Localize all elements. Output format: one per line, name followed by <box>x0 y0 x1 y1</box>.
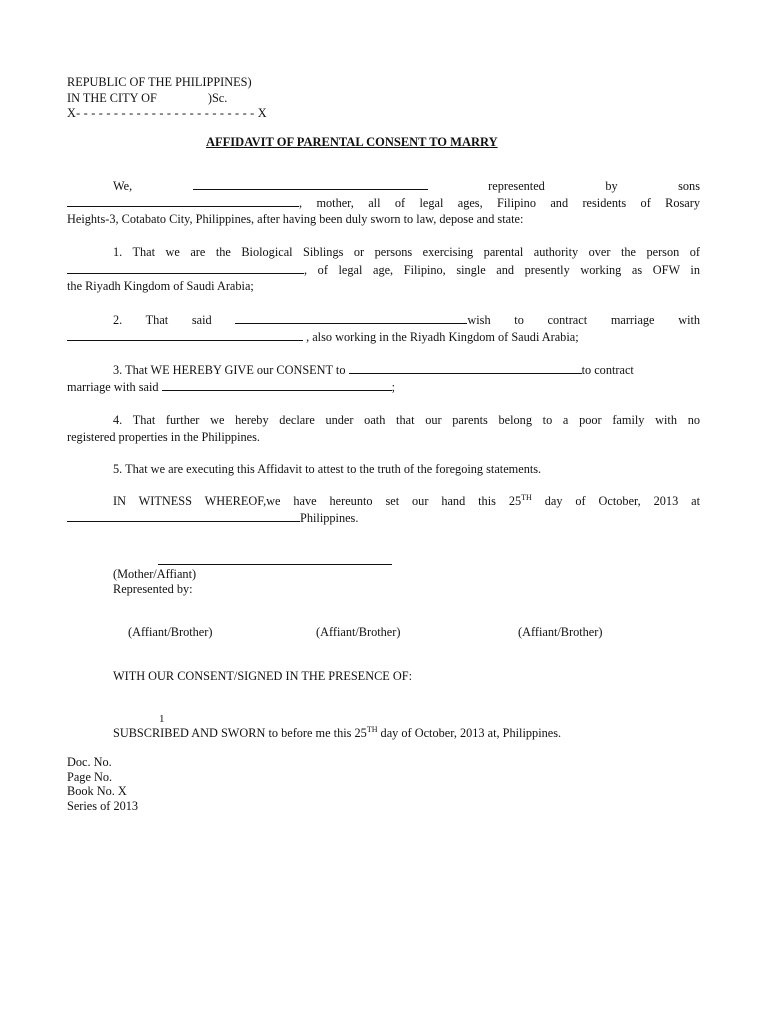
signature-brother-3: (Affiant/Brother) <box>518 625 603 639</box>
p3-line1 <box>67 311 700 329</box>
p1-we: We, <box>113 179 133 193</box>
p4-line2-end: ; <box>391 380 396 394</box>
p7-line1-a: IN WITNESS WHEREOF,we have hereunto set our hand this 25 <box>113 494 522 508</box>
p2-line1-text: 1. That we are the Biological Siblings or persons exercising parental authority over the person of <box>113 245 700 259</box>
p1-line2-text: , mother, all of legal ages, Filipino and residents of Rosary <box>299 196 700 210</box>
sworn-sup: TH <box>366 725 378 734</box>
signature-mother: (Mother/Affiant) <box>113 567 197 581</box>
signature-brother-2: (Affiant/Brother) <box>316 625 401 639</box>
p7-line1-b: day of October, 2013 at <box>531 494 701 508</box>
header-republic: REPUBLIC OF THE PHILIPPINES) <box>67 75 252 89</box>
header-x-line: X- - - - - - - - - - - - - - - - - - - - - - - - X <box>67 106 267 120</box>
p3-said: said <box>191 313 212 327</box>
notary-doc-no: Doc. No. <box>67 755 112 769</box>
p5-line2: registered properties in the Philippines. <box>67 430 260 444</box>
sworn-a: SUBSCRIBED AND SWORN to before me this 25 <box>113 726 367 740</box>
sworn-b: day of October, 2013 at, Philippines. <box>377 726 562 740</box>
p3-line2-text: , also working in the Riyadh Kingdom of Saudi Arabia; <box>303 330 579 344</box>
p6-text: 5. That we are executing this Affidavit to attest to the truth of the foregoing statements. <box>113 462 542 476</box>
p4-blank-2 <box>162 378 392 391</box>
p3-num: 2. <box>113 313 123 327</box>
p1-line2 <box>67 194 700 212</box>
p4-line1-text: 3. That WE HEREBY GIVE our CONSENT to <box>113 363 346 377</box>
p3-that: That <box>145 313 169 327</box>
p3-to: to <box>514 313 524 327</box>
consent-line: WITH OUR CONSENT/SIGNED IN THE PRESENCE OF: <box>113 669 412 683</box>
notary-book-no: Book No. X <box>67 784 127 798</box>
p3-contract: contract <box>547 313 588 327</box>
p4-line1 <box>113 361 634 379</box>
p2-blank <box>67 261 304 274</box>
p3-blank-1 <box>235 311 467 324</box>
notary-page-no: Page No. <box>67 770 113 784</box>
signature-brother-1: (Affiant/Brother) <box>128 625 213 639</box>
p4-line2-text: marriage with said <box>67 380 159 394</box>
notary-series: Series of 2013 <box>67 799 139 813</box>
p1-by: by <box>605 179 618 193</box>
p5-line1 <box>67 412 700 429</box>
p2-line2-text: , of legal age, Filipino, single and presently working as OFW in <box>304 263 700 277</box>
p7-sup: TH <box>521 493 532 502</box>
signature-represented-by: Represented by: <box>113 582 193 596</box>
p3-wish: wish <box>467 313 491 327</box>
p7-line1 <box>67 493 700 510</box>
p7-line2 <box>67 509 358 527</box>
sworn-line <box>113 725 561 742</box>
p1-line3: Heights-3, Cotabato City, Philippines, after having been duly sworn to law, depose and state: <box>67 212 524 226</box>
p4-blank-1 <box>349 361 582 374</box>
header-city-label: IN THE CITY OF <box>67 91 157 105</box>
p4-line2 <box>67 378 395 396</box>
p7-blank <box>67 509 300 522</box>
mother-signature-line <box>158 564 392 565</box>
p3-line2 <box>67 328 579 346</box>
p1-represented: represented <box>488 179 545 193</box>
p7-line2-text: Philippines. <box>300 511 359 525</box>
document-title: AFFIDAVIT OF PARENTAL CONSENT TO MARRY <box>206 135 498 149</box>
page-marker: 1 <box>159 713 165 725</box>
p1-blank-1 <box>193 177 428 190</box>
p4-line1-end: to contract <box>581 363 634 377</box>
p1-blank-2 <box>67 194 299 207</box>
p3-marriage: marriage <box>610 313 655 327</box>
p2-line2 <box>67 261 700 279</box>
p3-blank-2 <box>67 328 303 341</box>
header-sc: )Sc. <box>207 91 228 105</box>
p1-line1 <box>67 177 700 195</box>
p2-line1 <box>67 244 700 261</box>
p5-line1-text: 4. That further we hereby declare under oath that our parents belong to a poor family with no <box>113 413 700 427</box>
p1-sons: sons <box>678 179 700 193</box>
p2-line3: the Riyadh Kingdom of Saudi Arabia; <box>67 279 254 293</box>
p3-with: with <box>678 313 701 327</box>
